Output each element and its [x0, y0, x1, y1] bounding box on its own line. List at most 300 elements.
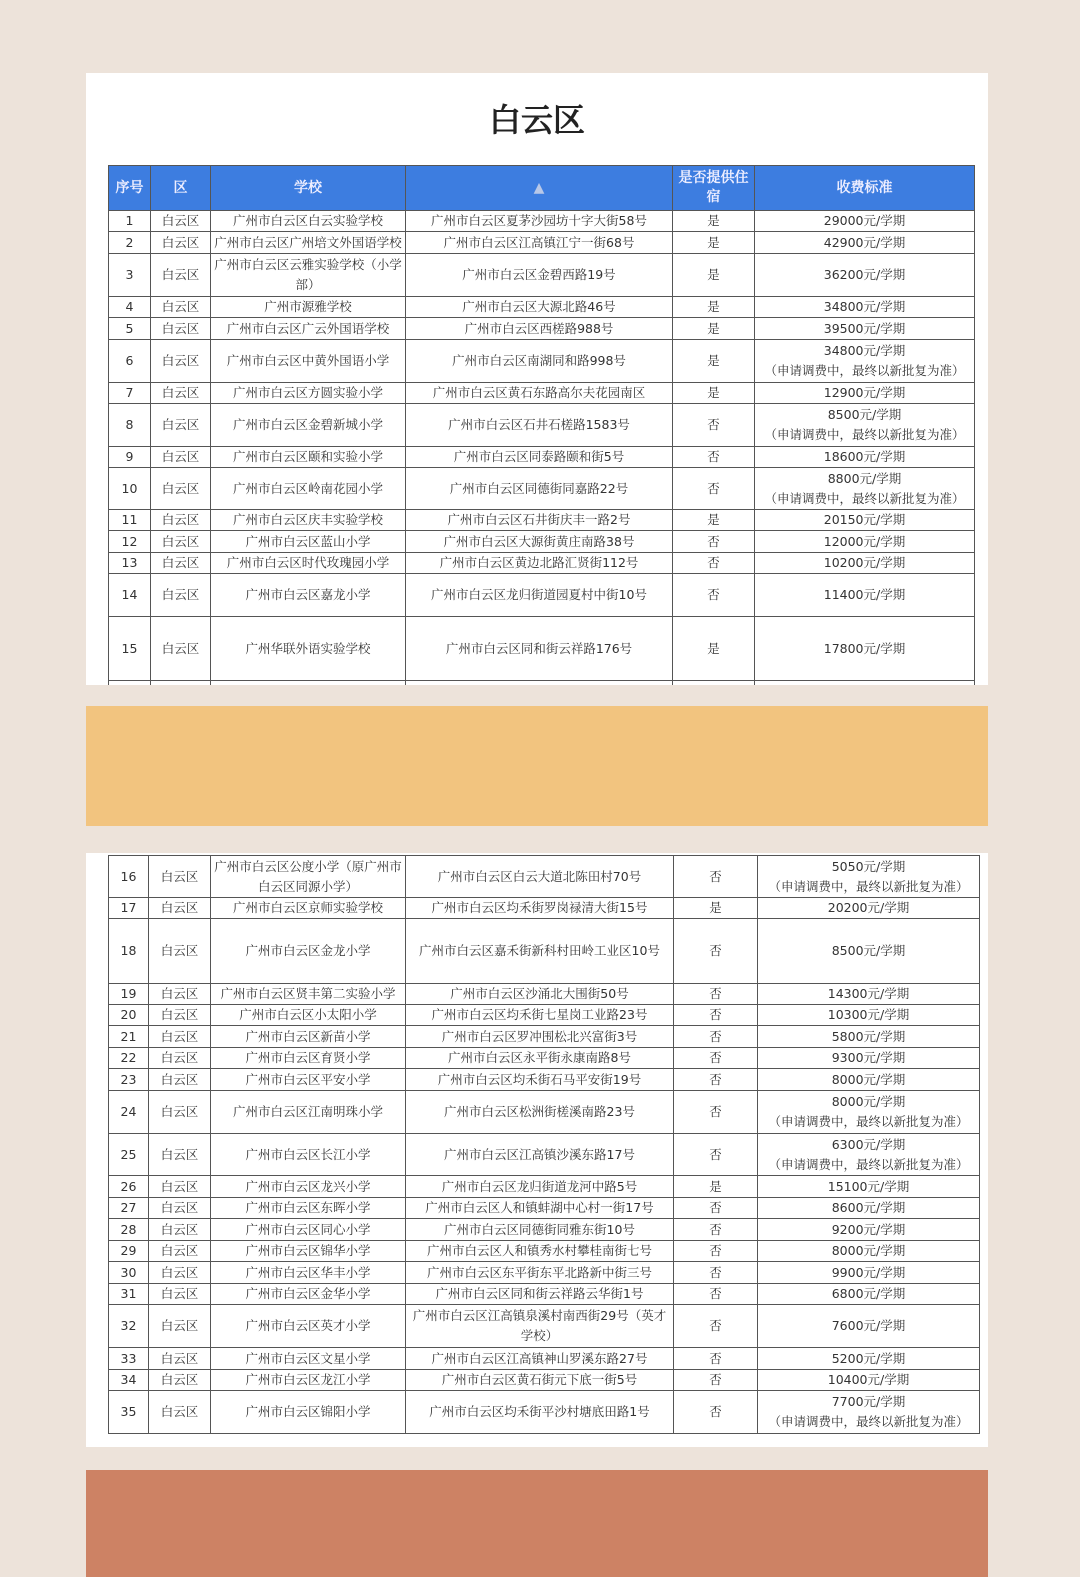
fee-note: （申请调费中，最终以新批复为准） [764, 363, 965, 378]
cell-boarding [673, 510, 755, 531]
cell-boarding [674, 1262, 758, 1284]
cell-index [109, 211, 151, 232]
cell-district [149, 1198, 211, 1219]
cell-school-text: 广州市白云区金华小学 [245, 1286, 371, 1301]
cell-school [211, 211, 406, 232]
cell-address-text: 广州市白云区人和镇蚌湖中心村一街17号 [425, 1200, 654, 1215]
cell-district-text: 白云区 [160, 1286, 199, 1301]
cell-district-text: 白云区 [161, 213, 200, 228]
cell-school [211, 1134, 406, 1176]
cell-address-text: 广州市白云区均禾街罗岗禄清大街15号 [431, 900, 648, 915]
cell-boarding-text: 否 [707, 417, 720, 432]
table-row [109, 1305, 980, 1348]
cell-index-text: 5 [125, 320, 134, 336]
cell-address-text: 广州市白云区江高镇泉溪村南西街29号（英才学校） [412, 1308, 667, 1343]
cell-school [211, 468, 406, 510]
cell-district [151, 340, 211, 383]
table-row [109, 1134, 980, 1176]
table-row [109, 297, 975, 318]
cell-boarding [673, 447, 755, 468]
table-row [109, 553, 975, 574]
cell-index-text: 24 [120, 1104, 137, 1119]
cell-fee [755, 318, 975, 340]
cell-empty [109, 681, 151, 686]
cell-fee-text: 11400元/学期 [823, 587, 906, 602]
table-row [109, 1262, 980, 1284]
cell-index [109, 856, 149, 898]
cell-address [406, 1262, 674, 1284]
table-row [109, 1091, 980, 1134]
cell-school [211, 919, 406, 984]
cell-school-text: 广州市白云区华丰小学 [245, 1264, 371, 1280]
cell-fee [758, 1005, 980, 1026]
cell-fee [755, 211, 975, 232]
cell-school [211, 404, 406, 447]
cell-district-text: 白云区 [161, 353, 200, 368]
cell-school-text: 广州市白云区新苗小学 [245, 1028, 371, 1044]
cell-address-text: 广州市白云区大源北路46号 [462, 299, 616, 314]
cell-school-text: 广州市白云区贤丰第二实验小学 [220, 986, 396, 1001]
cell-district-text: 白云区 [160, 1221, 199, 1237]
cell-empty [151, 681, 211, 686]
cell-index [109, 1134, 149, 1176]
cell-school [211, 1091, 406, 1134]
cell-address-text: 广州市白云区人和镇秀水村攀桂南街七号 [426, 1243, 652, 1258]
table-row [109, 510, 975, 531]
cell-district [151, 297, 211, 318]
cell-school [211, 1241, 406, 1262]
cell-index [109, 404, 151, 447]
cell-boarding [674, 856, 758, 898]
cell-address-text: 广州市白云区同德街同嘉路22号 [449, 480, 629, 496]
cell-address-text: 广州市白云区同和街云祥路云华街1号 [435, 1286, 644, 1301]
header-district: 区 [151, 166, 211, 211]
cell-school-text: 广州市白云区时代玫瑰园小学 [226, 555, 390, 570]
cell-boarding [673, 383, 755, 404]
cell-district [151, 211, 211, 232]
table-row [109, 1391, 980, 1434]
cell-school [211, 383, 406, 404]
cell-school [211, 1026, 406, 1048]
cell-district [151, 468, 211, 510]
cell-boarding [674, 1069, 758, 1091]
cell-index-text: 35 [120, 1404, 137, 1419]
cell-fee-text: 8000元/学期 [831, 1071, 906, 1087]
table-row [109, 1348, 980, 1370]
cell-school-text: 广州市白云区云雅实验学校（小学部） [214, 257, 402, 292]
cell-boarding [674, 1219, 758, 1241]
cell-boarding-text: 是 [709, 1178, 722, 1194]
cell-school-text: 广州市白云区金龙小学 [245, 943, 371, 958]
cell-district-text: 白云区 [161, 533, 200, 549]
cell-boarding-text: 否 [709, 1200, 722, 1215]
cell-district-text: 白云区 [160, 1372, 199, 1387]
cell-fee [758, 1026, 980, 1048]
cell-index [109, 617, 151, 681]
cell-district [149, 1284, 211, 1305]
table-row [109, 1069, 980, 1091]
cell-address-text: 广州市白云区同和街云祥路176号 [445, 640, 633, 656]
fee-note: （申请调费中，最终以新批复为准） [764, 490, 965, 506]
cell-index [109, 1219, 149, 1241]
page-title: 白云区 [479, 95, 595, 141]
cell-boarding [673, 617, 755, 681]
cell-index [109, 383, 151, 404]
cell-school [211, 1348, 406, 1370]
cell-fee [755, 232, 975, 254]
cell-district [149, 1391, 211, 1434]
cell-fee-text: 8500元/学期 [831, 943, 906, 958]
cell-school-text: 广州市白云区中黄外国语小学 [226, 353, 390, 368]
cell-district-text: 白云区 [161, 480, 200, 496]
table-row [109, 856, 980, 898]
cell-school-text: 广州市白云区蓝山小学 [245, 533, 371, 549]
cell-empty [755, 681, 975, 686]
cell-boarding-text: 是 [707, 512, 720, 527]
cell-address-text: 广州市白云区松洲街槎溪南路23号 [444, 1104, 635, 1119]
cell-fee-text: 5800元/学期 [831, 1028, 906, 1044]
cell-empty [406, 681, 673, 686]
cell-fee-text: 12900元/学期 [823, 385, 906, 400]
school-fee-table-1 [108, 165, 975, 685]
cell-district [149, 1069, 211, 1091]
table-row [109, 468, 975, 510]
table-row [109, 211, 975, 232]
cell-school-text: 广州市白云区锦华小学 [245, 1243, 371, 1258]
cell-school-text: 广州市白云区龙江小学 [245, 1372, 371, 1387]
cell-district [149, 1026, 211, 1048]
cell-index-text: 18 [120, 943, 137, 958]
cell-boarding [673, 232, 755, 254]
cell-address [406, 447, 673, 468]
cell-address-text: 广州市白云区均禾街平沙村塘底田路1号 [429, 1404, 650, 1419]
cell-school [211, 856, 406, 898]
cell-boarding [673, 574, 755, 617]
cell-index [109, 254, 151, 297]
cell-fee-text: 8600元/学期 [831, 1200, 906, 1215]
cell-address [406, 1219, 674, 1241]
cell-district [149, 1091, 211, 1134]
cell-district [151, 617, 211, 681]
cell-boarding [674, 1134, 758, 1176]
fee-note: （申请调费中，最终以新批复为准） [768, 1156, 969, 1172]
cell-address [406, 510, 673, 531]
cell-address-text: 广州市白云区夏茅沙园坊十字大街58号 [431, 213, 647, 228]
cell-boarding-text: 否 [709, 1071, 722, 1087]
cell-school [211, 1048, 406, 1069]
cell-school [211, 510, 406, 531]
cell-school [211, 1219, 406, 1241]
cell-address [406, 553, 673, 574]
cell-school [211, 553, 406, 574]
cell-school [211, 984, 406, 1005]
cell-district-text: 白云区 [160, 1243, 199, 1258]
cell-fee-text: 5050元/学期 [831, 858, 906, 874]
cell-address [406, 1305, 674, 1348]
cell-district [151, 232, 211, 254]
cell-fee [758, 984, 980, 1005]
cell-boarding-text: 否 [709, 1104, 722, 1119]
cell-school [211, 1198, 406, 1219]
cell-boarding [674, 1370, 758, 1391]
cell-index [109, 468, 151, 510]
table-row [109, 1284, 980, 1305]
cell-address-text: 广州市白云区罗冲围松北兴富街3号 [441, 1028, 638, 1044]
cell-address [406, 617, 673, 681]
cell-address [406, 211, 673, 232]
cell-fee-text: 15100元/学期 [827, 1178, 910, 1194]
cell-school [211, 617, 406, 681]
cell-boarding [674, 984, 758, 1005]
cell-address [406, 1091, 674, 1134]
cell-address-text: 广州市白云区嘉禾街新科村田岭工业区10号 [419, 943, 660, 958]
cell-fee-text: 12000元/学期 [823, 533, 906, 549]
cell-boarding-text: 否 [709, 1264, 722, 1280]
cell-boarding-text: 是 [707, 213, 720, 228]
cell-boarding [673, 318, 755, 340]
cell-district [149, 856, 211, 898]
table-row [109, 383, 975, 404]
cell-boarding-text: 是 [709, 900, 722, 915]
cell-boarding-text: 否 [709, 1372, 722, 1387]
cell-boarding-text: 否 [709, 943, 722, 958]
cell-district-text: 白云区 [160, 1178, 199, 1194]
cell-boarding-text: 否 [709, 1243, 722, 1258]
cell-district [149, 898, 211, 919]
table-row [109, 1005, 980, 1026]
cell-school [211, 898, 406, 919]
cell-index [109, 1241, 149, 1262]
cell-fee-text: 6300元/学期 [831, 1136, 906, 1152]
cell-index [109, 1370, 149, 1391]
cell-boarding [674, 1305, 758, 1348]
cell-boarding-text: 是 [707, 385, 720, 400]
cell-index-text: 25 [120, 1146, 137, 1162]
cell-district-text: 白云区 [161, 267, 200, 282]
cell-address-text: 广州市白云区大源街黄庄南路38号 [443, 533, 635, 549]
cell-index-text: 29 [120, 1243, 137, 1258]
cell-address [406, 1069, 674, 1091]
cell-address-text: 广州市白云区石井石槎路1583号 [448, 417, 630, 432]
cell-index [109, 1026, 149, 1048]
cell-boarding [674, 898, 758, 919]
cell-index [109, 1348, 149, 1370]
cell-school [211, 1370, 406, 1391]
cell-fee [755, 574, 975, 617]
school-fee-table-2 [108, 855, 980, 1434]
cell-fee-text: 7700元/学期 [831, 1394, 906, 1409]
cell-index-text: 17 [120, 900, 137, 915]
cell-index-text: 4 [125, 299, 134, 314]
cell-school-text: 广州市白云区庆丰实验学校 [232, 512, 383, 527]
cell-school [211, 1176, 406, 1198]
cell-fee-text: 18600元/学期 [823, 449, 906, 464]
cell-address [406, 1370, 674, 1391]
cell-address-text: 广州市白云区黄石街元下底一街5号 [441, 1372, 638, 1387]
cell-boarding-text: 否 [709, 1028, 722, 1044]
cell-school-text: 广州市白云区嘉龙小学 [245, 587, 371, 602]
cell-fee-text: 39500元/学期 [823, 320, 906, 336]
cell-index [109, 297, 151, 318]
cell-address-text: 广州市白云区江高镇沙溪东路17号 [444, 1146, 635, 1162]
cell-fee-text: 8500元/学期 [827, 407, 902, 422]
cell-fee-text: 36200元/学期 [823, 267, 906, 282]
cell-school [211, 1005, 406, 1026]
decorative-band-yellow [86, 706, 988, 826]
cell-boarding [674, 1284, 758, 1305]
cell-index-text: 12 [121, 533, 138, 549]
cell-district-text: 白云区 [160, 868, 199, 884]
cell-address [406, 254, 673, 297]
cell-address-text: 广州市白云区南湖同和路998号 [452, 353, 626, 368]
cell-school [211, 1305, 406, 1348]
cell-district [149, 1134, 211, 1176]
cell-index-text: 11 [121, 512, 138, 527]
cell-boarding [674, 1005, 758, 1026]
cell-boarding [674, 1241, 758, 1262]
cell-district [151, 531, 211, 553]
cell-boarding-text: 否 [709, 1007, 722, 1022]
cell-boarding-text: 是 [707, 320, 720, 336]
cell-district [149, 919, 211, 984]
cell-empty [673, 681, 755, 686]
cell-district-text: 白云区 [160, 1104, 199, 1119]
cell-school [211, 318, 406, 340]
cell-school-text: 广州市白云区岭南花园小学 [232, 480, 383, 496]
cell-district-text: 白云区 [161, 320, 200, 336]
cell-index [109, 553, 151, 574]
cell-address [406, 984, 674, 1005]
cell-fee-text: 42900元/学期 [823, 234, 906, 250]
cell-boarding-text: 是 [707, 234, 720, 250]
cell-fee-text: 14300元/学期 [827, 986, 910, 1001]
cell-district [151, 318, 211, 340]
cell-boarding [674, 1391, 758, 1434]
cell-fee-text: 9200元/学期 [831, 1221, 906, 1237]
cell-boarding-text: 是 [707, 267, 720, 282]
cell-address-text: 广州市白云区江高镇江宁一街68号 [443, 234, 635, 250]
cell-address [406, 383, 673, 404]
cell-school-text: 广州市白云区锦阳小学 [245, 1404, 371, 1419]
cell-index [109, 1005, 149, 1026]
cell-boarding-text: 否 [707, 533, 720, 549]
cell-fee-text: 17800元/学期 [823, 640, 906, 656]
cell-address-text: 广州市白云区金碧西路19号 [462, 267, 616, 282]
cell-index-text: 15 [121, 640, 138, 656]
cell-district-text: 白云区 [161, 555, 200, 570]
cell-boarding [674, 919, 758, 984]
table-row [109, 1241, 980, 1262]
cell-index [109, 898, 149, 919]
cell-index-text: 2 [125, 234, 134, 250]
cell-school-text: 广州市白云区方圆实验小学 [232, 385, 383, 400]
cell-index [109, 1284, 149, 1305]
cell-address-text: 广州市白云区均禾街石马平安街19号 [437, 1071, 642, 1087]
cell-fee [758, 919, 980, 984]
cell-address-text: 广州市白云区均禾街七星岗工业路23号 [431, 1007, 648, 1022]
cell-fee-text: 10400元/学期 [827, 1372, 910, 1387]
cell-school-text: 广州市白云区平安小学 [245, 1071, 371, 1087]
cell-boarding [674, 1176, 758, 1198]
cell-district-text: 白云区 [161, 512, 200, 527]
cell-school [211, 1069, 406, 1091]
cell-district-text: 白云区 [161, 640, 200, 656]
cell-index-text: 34 [120, 1372, 137, 1387]
cell-address [406, 1391, 674, 1434]
cell-boarding-text: 否 [707, 555, 720, 570]
cell-fee [758, 1391, 980, 1434]
cell-boarding-text: 否 [709, 1404, 722, 1419]
cell-district-text: 白云区 [160, 900, 199, 915]
cell-index-text: 23 [120, 1071, 137, 1087]
cell-boarding-text: 否 [709, 986, 722, 1001]
cell-fee [758, 1348, 980, 1370]
cell-index-text: 3 [125, 267, 134, 282]
cell-school [211, 232, 406, 254]
cell-fee-text: 9300元/学期 [831, 1050, 906, 1065]
cell-address-text: 广州市白云区沙涌北大围街50号 [450, 986, 629, 1001]
table-row [109, 919, 980, 984]
cell-address [406, 1348, 674, 1370]
cell-address [406, 531, 673, 553]
cell-address-text: 广州市白云区西槎路988号 [464, 320, 614, 336]
cell-address [406, 1176, 674, 1198]
fee-note: （申请调费中，最终以新批复为准） [768, 878, 969, 894]
cell-fee [755, 553, 975, 574]
table-row [109, 1198, 980, 1219]
cell-fee-text: 34800元/学期 [823, 343, 906, 358]
cell-index-text: 22 [120, 1050, 137, 1065]
cell-district [149, 1241, 211, 1262]
cell-boarding-text: 否 [709, 1050, 722, 1065]
cell-address [406, 1134, 674, 1176]
cell-school [211, 574, 406, 617]
cell-address [406, 1241, 674, 1262]
cell-boarding [674, 1048, 758, 1069]
cell-index-text: 32 [120, 1318, 137, 1333]
cell-district [151, 510, 211, 531]
cell-fee [755, 531, 975, 553]
cell-district [149, 1370, 211, 1391]
cell-boarding [674, 1026, 758, 1048]
cell-address-text: 广州市白云区同德街同雅东街10号 [444, 1221, 635, 1237]
cell-address-text: 广州市白云区龙归街道龙河中路5号 [441, 1178, 638, 1194]
cell-district [151, 553, 211, 574]
cell-address [406, 318, 673, 340]
table-row [109, 574, 975, 617]
header-index: 序号 [109, 166, 151, 211]
header-boarding: 是否提供住宿 [673, 166, 755, 211]
cell-index [109, 1262, 149, 1284]
cell-district-text: 白云区 [160, 986, 199, 1001]
cell-address [406, 1005, 674, 1026]
cell-district-text: 白云区 [160, 1007, 199, 1022]
cell-index [109, 919, 149, 984]
cell-index-text: 20 [120, 1007, 137, 1022]
cell-boarding [673, 553, 755, 574]
cell-school [211, 447, 406, 468]
cell-boarding-text: 否 [707, 449, 720, 464]
cell-district-text: 白云区 [161, 417, 200, 432]
cell-fee [758, 1048, 980, 1069]
table-row [109, 1026, 980, 1048]
cell-index-text: 7 [125, 385, 134, 400]
cell-school-text: 广州市白云区文星小学 [245, 1350, 371, 1366]
table-panel-2 [86, 853, 988, 1447]
header-school: 学校 [211, 166, 406, 211]
cell-school [211, 297, 406, 318]
cell-boarding-text: 否 [709, 1350, 722, 1366]
